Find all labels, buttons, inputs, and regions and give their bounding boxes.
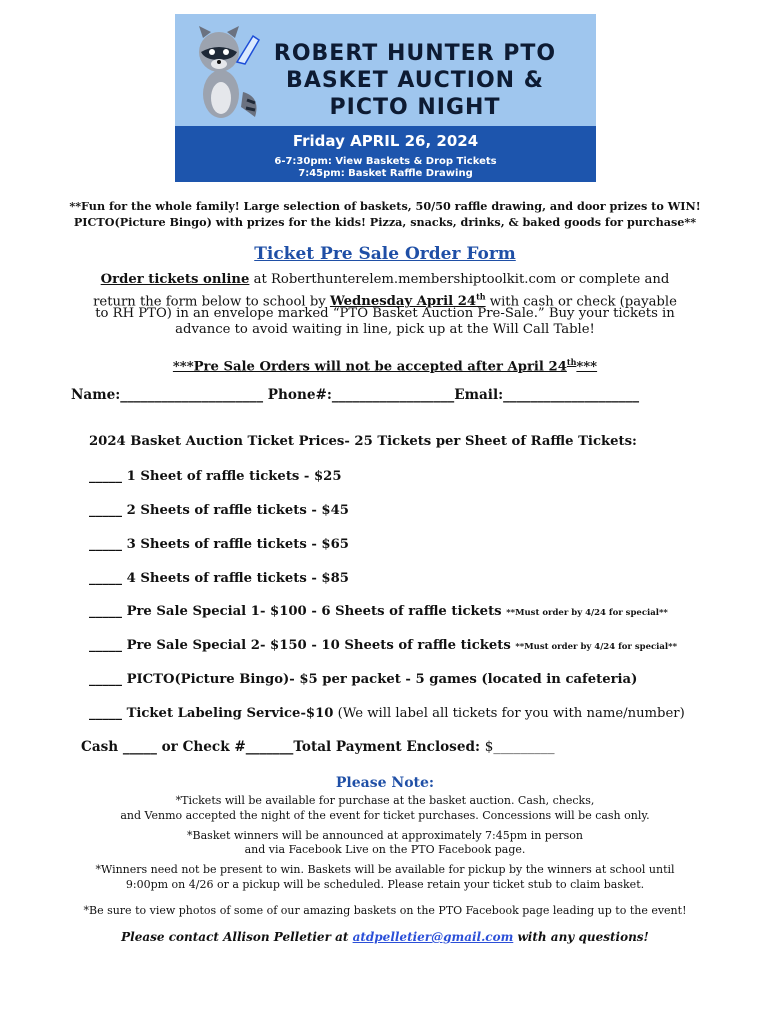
instructions-line-3: to RH PTO) in an envelope marked “PTO Basket Auction Pre-Sale.” Buy your tickets in [95,306,675,321]
intro-line-1: **Fun for the whole family! Large selection of baskets, 50/50 raffle drawing, and door prizes to WIN! [69,199,701,213]
instructions-text: return the form below to school by [93,294,330,310]
instructions-line-4: advance to avoid waiting in line, pick up at the Will Call Table! [175,322,595,337]
note-2-line-1: *Basket winners will be announced at approximately 7:45pm in person [187,829,583,842]
contact-line: Please contact Allison Pelletier at atdpelletier@gmail.com with any questions! [121,930,649,944]
note-2-line-2: and via Facebook Live on the PTO Facebook page. [244,843,526,856]
cash-check-fields[interactable]: Cash _____ or Check #_______ [81,739,294,755]
form-title: Ticket Pre Sale Order Form [254,244,516,264]
quantity-blank[interactable]: _____ [89,503,122,518]
total-field[interactable]: $_________ [484,739,555,755]
order-item: _____ PICTO(Picture Bingo)- $5 per packet - 5 games (located in cafeteria) [89,672,638,687]
deadline: Wednesday April 24th [329,292,486,310]
quantity-blank[interactable]: _____ [89,672,122,687]
phone-field[interactable]: Phone#:__________________ [267,387,455,403]
quantity-blank[interactable]: _____ [89,571,122,586]
quantity-blank[interactable]: _____ [89,469,122,484]
banner-title-line-1: ROBERT HUNTER PTO [273,41,557,66]
name-field[interactable]: Name:_____________________ [71,387,264,403]
instructions-text: with cash or check (payable [485,294,677,310]
order-item: _____ 3 Sheets of raffle tickets - $65 [89,537,349,552]
note-3-line-1: *Winners need not be present to win. Baskets will be available for pickup by the winners at school until [95,863,675,876]
instructions-line-1 [0,272,770,289]
order-item: _____ 2 Sheets of raffle tickets - $45 [89,503,349,518]
quantity-blank[interactable]: _____ [89,537,122,552]
banner-schedule-2: 7:45pm: Basket Raffle Drawing [298,168,473,179]
prices-heading: 2024 Basket Auction Ticket Prices- 25 Tickets per Sheet of Raffle Tickets: [89,434,637,449]
order-item: _____ Ticket Labeling Service-$10 (We will label all tickets for you with name/number) [89,706,685,721]
note-1-line-1: *Tickets will be available for purchase at the basket auction. Cash, checks, [175,794,595,807]
email-link[interactable]: atdpelletier@gmail.com [352,930,514,944]
order-online-link[interactable]: Order tickets online [100,272,250,287]
note-3-line-2: 9:00pm on 4/26 or a pickup will be scheduled. Please retain your ticket stub to claim basket. [125,878,645,891]
order-item: _____ 1 Sheet of raffle tickets - $25 [89,469,342,484]
order-item: _____ 4 Sheets of raffle tickets - $85 [89,571,349,586]
banner-title-line-2: BASKET AUCTION & [286,68,544,93]
special-note: **Must order by 4/24 for special** [515,642,678,652]
note-title: Please Note: [335,775,435,791]
note-4: *Be sure to view photos of some of our amazing baskets on the PTO Facebook page leading up to the event! [83,904,687,917]
quantity-blank[interactable]: _____ [89,638,122,653]
intro-line-2: PICTO(Picture Bingo) with prizes for the kids! Pizza, snacks, drinks, & baked goods for purchase** [73,215,697,229]
banner-schedule-1: 6-7:30pm: View Baskets & Drop Tickets [274,156,497,167]
order-item: _____ Pre Sale Special 2- $150 - 10 Sheets of raffle tickets **Must order by 4/24 for special** [89,638,678,653]
quantity-blank[interactable]: _____ [89,706,122,721]
raccoon-mascot-icon [183,22,263,122]
banner-date: Friday APRIL 26, 2024 [292,132,479,150]
presale-warning: ***Pre Sale Orders will not be accepted after April 24th*** [172,357,598,375]
order-item: _____ Pre Sale Special 1- $100 - 6 Sheets of raffle tickets **Must order by 4/24 for special** [89,604,668,619]
email-field[interactable]: Email:____________________ [454,387,640,403]
note-1-line-2: and Venmo accepted the night of the event for ticket purchases. Concessions will be cash only. [120,809,650,822]
banner-title-line-3: PICTO NIGHT [329,95,501,120]
special-note: **Must order by 4/24 for special** [506,608,668,618]
instructions-text: at Roberthunterelem.membershiptoolkit.com or complete and [249,272,670,287]
event-banner [175,14,596,182]
payment-line: Cash _____ or Check #_______Total Payment Enclosed: $_________ [81,739,555,755]
quantity-blank[interactable]: _____ [89,604,122,619]
contact-fields [71,387,639,403]
